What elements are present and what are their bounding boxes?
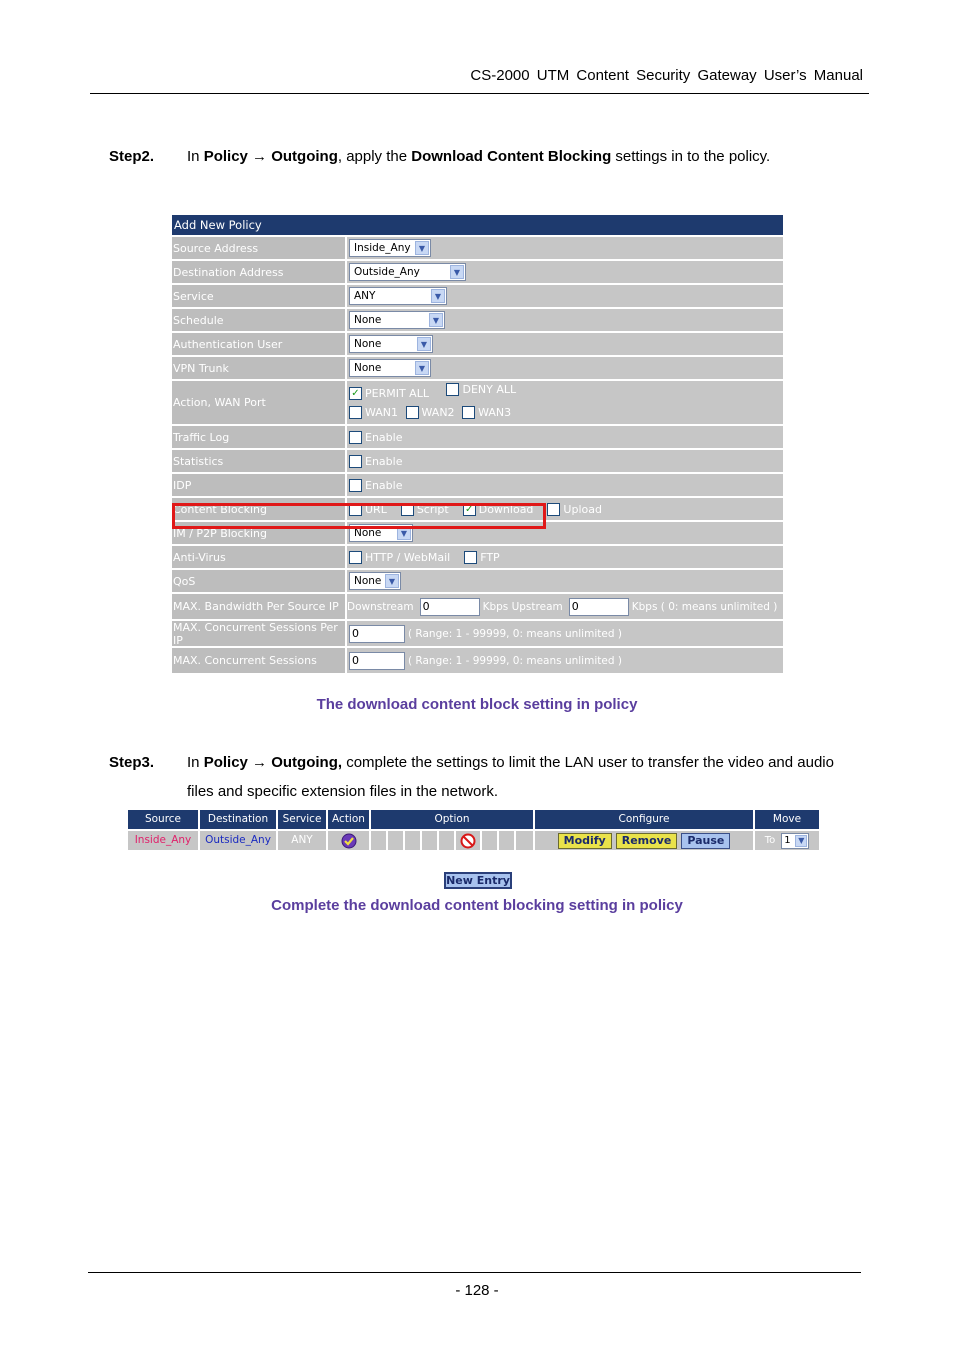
footer-divider [88,1272,861,1273]
wan1-checkbox[interactable] [349,406,362,419]
modify-button[interactable]: Modify [558,833,612,849]
script-option[interactable] [401,503,449,516]
vpn-trunk-value: None [354,362,382,374]
row-service [172,285,783,307]
deny-all-text: DENY ALL [462,383,517,396]
option-cell [405,831,422,850]
im-p2p-select[interactable] [349,524,413,542]
auth-user-value: None [354,338,382,350]
chevron-down-icon: ▼ [431,289,445,303]
form-title: Add New Policy [172,215,783,235]
sessions-per-ip-input[interactable]: 0 [349,625,405,643]
caption-2: Complete the download content blocking setting in policy [271,897,683,914]
option-cell [388,831,405,850]
ftp-checkbox[interactable] [464,551,477,564]
service-value: ANY [354,290,376,302]
row-traffic-log [172,426,783,448]
url-text: URL [365,502,387,516]
permit-all-option[interactable] [349,387,429,400]
sessions-label: MAX. Concurrent Sessions [172,648,347,673]
row-im-p2p [172,522,783,544]
qos-label: QoS [172,570,347,592]
row-bandwidth [172,594,783,619]
col-action: Action [328,810,371,829]
step2-t3: settings in to the policy. [611,148,771,165]
row-sessions-per-ip [172,621,783,646]
wan1-text: WAN1 [365,406,399,419]
destination-address-label: Destination Address [172,261,347,283]
upload-option[interactable] [547,503,602,516]
step3-text [187,748,847,806]
permit-all-checkbox[interactable]: ✓ [349,387,362,400]
move-select[interactable] [781,833,809,849]
option-cell [499,831,516,850]
upstream-input[interactable]: 0 [569,598,629,616]
chevron-down-icon: ▼ [417,337,431,351]
sessions-per-ip-label: MAX. Concurrent Sessions Per IP [172,621,347,646]
upstream-label: Kbps Upstream [482,600,563,613]
source-address-select[interactable] [349,239,431,257]
step3-label: Step3. [109,754,155,771]
row-qos [172,570,783,592]
permit-icon [341,833,357,849]
anti-virus-label: Anti-Virus [172,546,347,568]
step2-text [187,142,847,171]
row-destination-address [172,261,783,283]
traffic-log-option[interactable] [349,431,402,444]
service-label: Service [172,285,347,307]
statistics-text: Enable [365,454,403,468]
destination-address-select[interactable] [349,263,466,281]
destination-address-value: Outside_Any [354,266,420,278]
step3-t1: In [187,754,204,771]
action-label: Action, WAN Port [172,381,347,424]
idp-label: IDP [172,474,347,496]
table-row [128,831,826,850]
service-select[interactable] [349,287,447,305]
upload-checkbox[interactable] [547,503,560,516]
row-action [328,831,371,850]
downstream-label: Downstream [347,600,414,613]
im-p2p-value: None [354,527,382,539]
col-source: Source [128,810,200,829]
wan3-checkbox[interactable] [462,406,475,419]
download-checkbox[interactable]: ✓ [463,503,476,516]
content-blocking-icon [460,833,476,849]
http-webmail-text: HTTP / WebMail [365,550,451,564]
http-webmail-option[interactable] [349,551,450,564]
step2-b1: Policy → Outgoing [203,148,338,165]
policy-list-header [128,810,826,829]
new-entry-button[interactable]: New Entry [444,872,512,889]
step2-label: Step2. [109,148,155,165]
policy-list [128,810,826,850]
row-schedule [172,309,783,331]
upload-text: Upload [563,502,602,516]
move-to-label: To [764,835,776,846]
content-blocking-label: Content Blocking [172,498,347,520]
chevron-down-icon: ▼ [415,361,429,375]
option-cell [516,831,535,850]
page-number: - 128 - [455,1282,499,1299]
row-sessions [172,648,783,673]
wan1-option[interactable] [349,406,398,419]
move-value: 1 [784,835,791,846]
schedule-select[interactable] [349,311,445,329]
step3-b1: Policy → Outgoing, [203,754,343,771]
wan3-text: WAN3 [478,406,512,419]
wan2-checkbox[interactable] [406,406,419,419]
url-checkbox[interactable] [349,503,362,516]
script-checkbox[interactable] [401,503,414,516]
row-auth-user [172,333,783,355]
chevron-down-icon: ▼ [795,835,807,847]
qos-value: None [354,575,382,587]
vpn-trunk-label: VPN Trunk [172,357,347,379]
bandwidth-label: MAX. Bandwidth Per Source IP [172,594,347,619]
option-cell [439,831,456,850]
source-address-value: Inside_Any [354,242,411,254]
row-statistics [172,450,783,472]
pause-button[interactable]: Pause [681,833,730,849]
step2-t2: , apply the [337,148,412,165]
option-cell [371,831,388,850]
auth-user-select[interactable] [349,335,433,353]
wan2-option[interactable] [406,406,455,419]
step2-b2: Download Content Blocking [411,148,612,165]
row-action [172,381,783,424]
vpn-trunk-select[interactable] [349,359,431,377]
step3-t2: complete the settings to limit the LAN user to transfer the video and audio files and specific extension files in the network. [187,754,834,800]
traffic-log-label: Traffic Log [172,426,347,448]
traffic-log-checkbox[interactable] [349,431,362,444]
wan2-text: WAN2 [421,406,455,419]
im-p2p-label: IM / P2P Blocking [172,522,347,544]
document-header: CS-2000 UTM Content Security Gateway User’s Manual [470,67,863,84]
statistics-option[interactable] [349,455,402,468]
chevron-down-icon: ▼ [397,526,411,540]
row-destination: Outside_Any [200,831,278,850]
ftp-option[interactable] [464,551,500,564]
caption-1: The download content block setting in policy [316,696,638,713]
deny-all-option[interactable] [446,383,516,396]
step2 [109,142,869,172]
ftp-text: FTP [480,550,500,564]
step3 [109,748,869,808]
downstream-input[interactable]: 0 [420,598,480,616]
col-service: Service [278,810,328,829]
col-move: Move [755,810,819,829]
idp-option[interactable] [349,479,402,492]
qos-select[interactable] [349,572,401,590]
col-destination: Destination [200,810,278,829]
row-vpn-trunk [172,357,783,379]
deny-all-checkbox[interactable] [446,383,459,396]
option-cell-blocking [456,831,482,850]
auth-user-label: Authentication User [172,333,347,355]
bandwidth-note: Kbps ( 0: means unlimited ) [631,600,778,613]
chevron-down-icon: ▼ [385,574,399,588]
row-idp [172,474,783,496]
sessions-per-ip-note: ( Range: 1 - 99999, 0: means unlimited ) [408,627,622,640]
row-configure [535,831,755,850]
row-source-address [172,237,783,259]
header-divider [90,93,869,94]
traffic-log-text: Enable [365,430,403,444]
wan3-option[interactable] [462,406,511,419]
idp-checkbox[interactable] [349,479,362,492]
chevron-down-icon: ▼ [450,265,464,279]
download-text: Download [478,502,534,516]
col-option: Option [371,810,535,829]
row-service: ANY [278,831,328,850]
chevron-down-icon: ▼ [429,313,443,327]
step2-t1: In [187,148,204,165]
download-option[interactable] [463,503,534,516]
option-cell [422,831,439,850]
statistics-checkbox[interactable] [349,455,362,468]
chevron-down-icon: ▼ [415,241,429,255]
schedule-value: None [354,314,382,326]
remove-button[interactable]: Remove [616,833,678,849]
col-configure: Configure [535,810,755,829]
permit-all-text: PERMIT ALL [365,387,429,400]
add-policy-form [172,215,783,673]
row-anti-virus [172,546,783,568]
script-text: Script [416,502,449,516]
statistics-label: Statistics [172,450,347,472]
option-cell [482,831,499,850]
http-webmail-checkbox[interactable] [349,551,362,564]
url-option[interactable] [349,503,387,516]
row-content-blocking [172,498,783,520]
source-address-label: Source Address [172,237,347,259]
schedule-label: Schedule [172,309,347,331]
row-source: Inside_Any [128,831,200,850]
idp-text: Enable [365,478,403,492]
row-move [755,831,819,850]
sessions-input[interactable]: 0 [349,652,405,670]
sessions-note: ( Range: 1 - 99999, 0: means unlimited ) [408,654,622,667]
